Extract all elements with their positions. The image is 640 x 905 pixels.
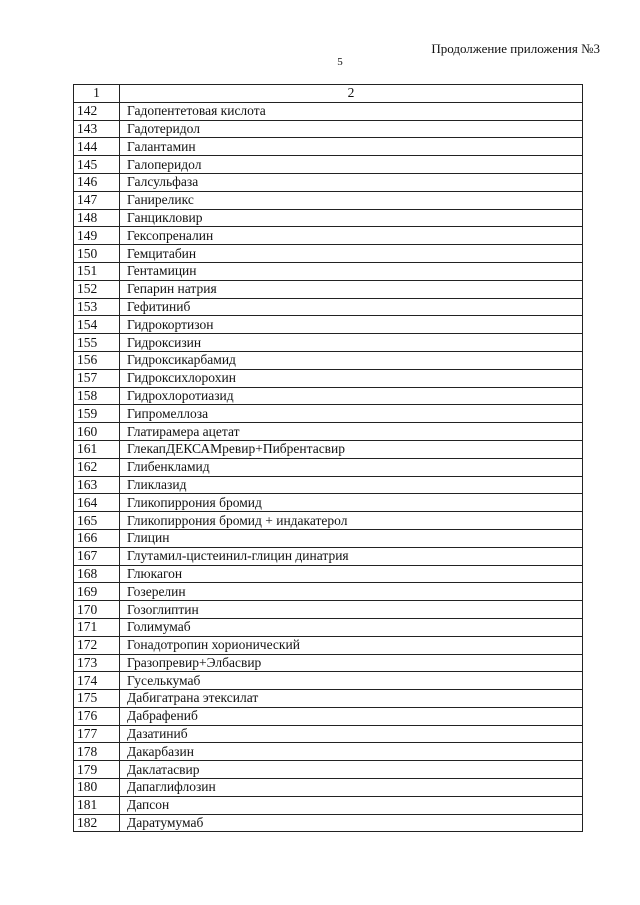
table-body xyxy=(74,102,583,832)
row-number: 149 xyxy=(74,227,120,245)
table-row xyxy=(74,316,583,334)
table-row xyxy=(74,440,583,458)
row-number: 168 xyxy=(74,565,120,583)
row-number: 169 xyxy=(74,583,120,601)
row-number: 148 xyxy=(74,209,120,227)
table-row xyxy=(74,547,583,565)
page-number: 5 xyxy=(337,56,343,68)
column-header-name: 2 xyxy=(120,85,583,103)
row-number: 165 xyxy=(74,512,120,530)
table-row xyxy=(74,529,583,547)
row-number: 167 xyxy=(74,547,120,565)
row-number: 182 xyxy=(74,814,120,832)
table-row xyxy=(74,636,583,654)
row-number: 156 xyxy=(74,351,120,369)
row-number: 150 xyxy=(74,245,120,263)
table-row xyxy=(74,743,583,761)
table-row xyxy=(74,796,583,814)
appendix-continuation-note: Продолжение приложения №3 xyxy=(431,41,600,56)
drug-name: Дазатиниб xyxy=(120,725,583,743)
table-row xyxy=(74,654,583,672)
drug-name: Дапсон xyxy=(120,796,583,814)
row-number: 161 xyxy=(74,440,120,458)
drug-name: Глутамил-цистеинил-глицин динатрия xyxy=(120,547,583,565)
table-row xyxy=(74,298,583,316)
drug-name: Гадотеридол xyxy=(120,120,583,138)
row-number: 153 xyxy=(74,298,120,316)
table-row xyxy=(74,387,583,405)
table-row xyxy=(74,761,583,779)
drug-name: Ганцикловир xyxy=(120,209,583,227)
table-row xyxy=(74,334,583,352)
row-number: 166 xyxy=(74,529,120,547)
drug-name: Гидрокортизон xyxy=(120,316,583,334)
drug-name: Гликопиррония бромид + индакатерол xyxy=(120,512,583,530)
drug-name: Глюкагон xyxy=(120,565,583,583)
drug-name: Гидроксизин xyxy=(120,334,583,352)
drug-name: Гразопревир+Элбасвир xyxy=(120,654,583,672)
table-row xyxy=(74,156,583,174)
row-number: 179 xyxy=(74,761,120,779)
row-number: 142 xyxy=(74,102,120,120)
table-row xyxy=(74,618,583,636)
table-row xyxy=(74,565,583,583)
row-number: 180 xyxy=(74,779,120,797)
drug-name: Гидроксикарбамид xyxy=(120,351,583,369)
row-number: 177 xyxy=(74,725,120,743)
table-row xyxy=(74,779,583,797)
row-number: 143 xyxy=(74,120,120,138)
drug-name: Гозерелин xyxy=(120,583,583,601)
drug-name: Дакарбазин xyxy=(120,743,583,761)
drug-name: Гуселькумаб xyxy=(120,672,583,690)
table-row xyxy=(74,351,583,369)
table-row xyxy=(74,209,583,227)
drug-name: Глибенкламид xyxy=(120,458,583,476)
row-number: 171 xyxy=(74,618,120,636)
table-row xyxy=(74,102,583,120)
table-row xyxy=(74,494,583,512)
table-row xyxy=(74,120,583,138)
row-number: 172 xyxy=(74,636,120,654)
row-number: 178 xyxy=(74,743,120,761)
drug-name: Дапаглифлозин xyxy=(120,779,583,797)
table-row xyxy=(74,814,583,832)
drug-name: Гликлазид xyxy=(120,476,583,494)
table-row xyxy=(74,405,583,423)
row-number: 147 xyxy=(74,191,120,209)
table-row xyxy=(74,725,583,743)
table-row xyxy=(74,707,583,725)
table-row xyxy=(74,369,583,387)
row-number: 145 xyxy=(74,156,120,174)
row-number: 144 xyxy=(74,138,120,156)
drug-name: Гидрохлоротиазид xyxy=(120,387,583,405)
row-number: 162 xyxy=(74,458,120,476)
table-row xyxy=(74,583,583,601)
table-row xyxy=(74,191,583,209)
row-number: 181 xyxy=(74,796,120,814)
drug-name: Дабрафениб xyxy=(120,707,583,725)
table-row xyxy=(74,245,583,263)
drug-name: Ганиреликс xyxy=(120,191,583,209)
table-row xyxy=(74,227,583,245)
row-number: 176 xyxy=(74,707,120,725)
table-row xyxy=(74,672,583,690)
drug-name: Глицин xyxy=(120,529,583,547)
drug-name: Гозоглиптин xyxy=(120,601,583,619)
row-number: 158 xyxy=(74,387,120,405)
drug-name: Глатирамера ацетат xyxy=(120,423,583,441)
drug-name: Гемцитабин xyxy=(120,245,583,263)
row-number: 175 xyxy=(74,690,120,708)
table-row xyxy=(74,458,583,476)
drug-name: Гипромеллоза xyxy=(120,405,583,423)
row-number: 160 xyxy=(74,423,120,441)
table-row xyxy=(74,262,583,280)
row-number: 164 xyxy=(74,494,120,512)
table-header-row xyxy=(74,85,583,103)
row-number: 170 xyxy=(74,601,120,619)
drug-name: Гонадотропин хорионический xyxy=(120,636,583,654)
drug-name: Гексопреналин xyxy=(120,227,583,245)
row-number: 173 xyxy=(74,654,120,672)
drug-name: Галантамин xyxy=(120,138,583,156)
drug-name: Гентамицин xyxy=(120,262,583,280)
drug-name: Гидроксихлорохин xyxy=(120,369,583,387)
column-header-number: 1 xyxy=(74,85,120,103)
table-row xyxy=(74,476,583,494)
table-row xyxy=(74,138,583,156)
drug-name: ГлекапДЕКСАМревир+Пибрентасвир xyxy=(120,440,583,458)
table-row xyxy=(74,280,583,298)
row-number: 163 xyxy=(74,476,120,494)
table-row xyxy=(74,690,583,708)
drug-list-table xyxy=(73,84,583,832)
table-row xyxy=(74,173,583,191)
row-number: 152 xyxy=(74,280,120,298)
drug-name: Гефитиниб xyxy=(120,298,583,316)
table-row xyxy=(74,512,583,530)
drug-name: Голимумаб xyxy=(120,618,583,636)
drug-name: Гадопентетовая кислота xyxy=(120,102,583,120)
drug-name: Гликопиррония бромид xyxy=(120,494,583,512)
row-number: 154 xyxy=(74,316,120,334)
row-number: 146 xyxy=(74,173,120,191)
row-number: 151 xyxy=(74,262,120,280)
drug-name: Галоперидол xyxy=(120,156,583,174)
row-number: 159 xyxy=(74,405,120,423)
drug-name: Даклатасвир xyxy=(120,761,583,779)
drug-name: Галсульфаза xyxy=(120,173,583,191)
drug-name: Гепарин натрия xyxy=(120,280,583,298)
row-number: 174 xyxy=(74,672,120,690)
table-row xyxy=(74,423,583,441)
table-row xyxy=(74,601,583,619)
drug-name: Дабигатрана этексилат xyxy=(120,690,583,708)
row-number: 155 xyxy=(74,334,120,352)
drug-name: Даратумумаб xyxy=(120,814,583,832)
row-number: 157 xyxy=(74,369,120,387)
